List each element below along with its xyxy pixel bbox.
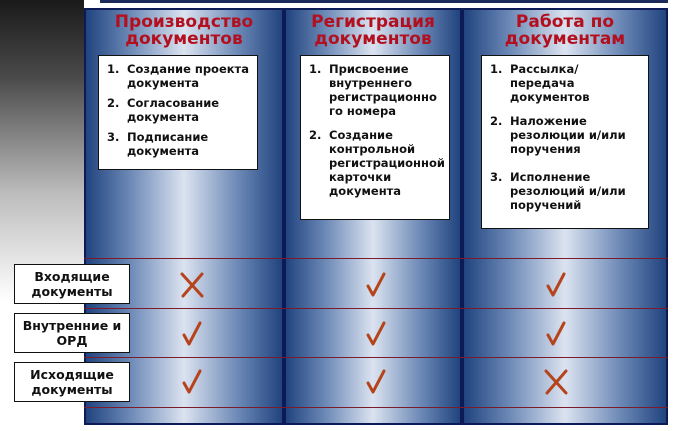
steps-box [300, 55, 450, 220]
top-border-line [100, 0, 668, 3]
cross-icon [541, 367, 571, 397]
column-registration [284, 8, 462, 425]
row-label-incoming: Входящие документы [14, 264, 130, 304]
column-title: Регистрация документов [311, 12, 435, 49]
steps-box [481, 55, 649, 229]
list-item: 1. Присвоение внутреннего регистрационно го номера [309, 62, 437, 118]
list-item: 3. Исполнение резолюций и/или поручений [490, 170, 626, 212]
list-item: 1. Создание проекта документа [107, 62, 249, 90]
check-icon [541, 270, 571, 300]
list-item: 2. Создание контрольной регистрационной карточки документа [309, 128, 445, 198]
column-title: Производство документов [114, 12, 254, 49]
row-divider [84, 357, 668, 358]
row-label-outgoing: Исходящие документы [14, 362, 130, 402]
row-label-internal: Внутренние и ОРД [14, 313, 130, 353]
list-item: 2. Наложение резолюции и/или поручения [490, 114, 626, 156]
check-icon [541, 319, 571, 349]
column-title: Работа по документам [504, 12, 626, 49]
list-item: 3. Подписание документа [107, 130, 209, 158]
check-icon [361, 367, 391, 397]
list-item: 2. Согласование документа [107, 96, 220, 124]
column-work [462, 8, 668, 425]
row-divider [84, 308, 668, 309]
row-divider [84, 407, 668, 408]
cross-icon [177, 270, 207, 300]
check-icon [177, 367, 207, 397]
steps-box [98, 55, 258, 170]
row-divider [84, 258, 668, 259]
check-icon [177, 319, 207, 349]
check-icon [361, 319, 391, 349]
check-icon [361, 270, 391, 300]
list-item: 1. Рассылка/ передача документов [490, 62, 590, 104]
